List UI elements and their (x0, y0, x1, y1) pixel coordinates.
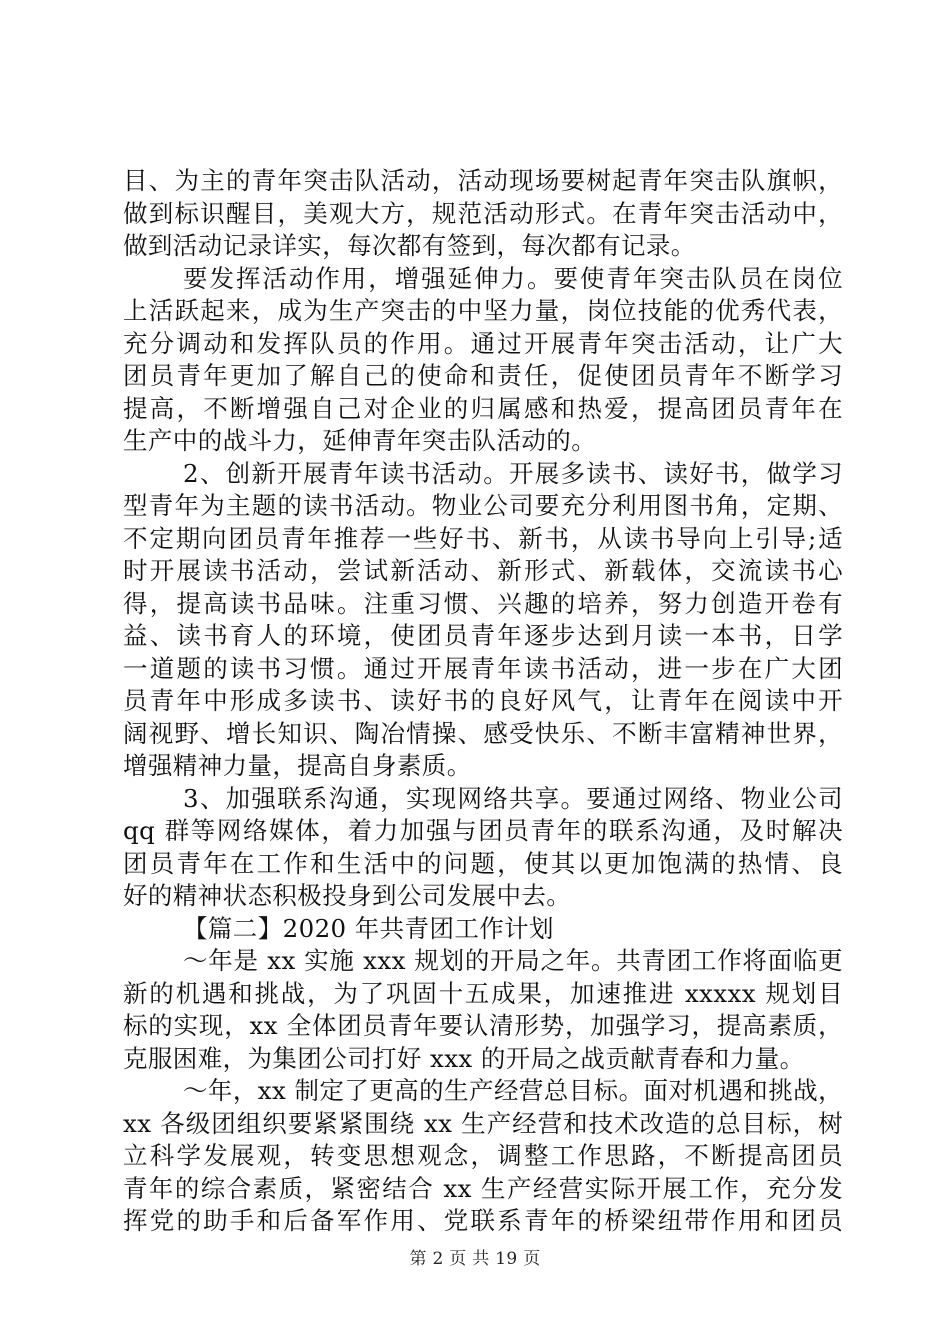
text-line: 员青年中形成多读书、读好书的良好风气，让青年在阅读中开 (123, 686, 843, 715)
text-line: 目、为主的青年突击队活动，活动现场要树起青年突击队旗帜， (123, 166, 843, 195)
text-line: 时开展读书活动，尝试新活动、新形式、新载体，交流读书心 (123, 556, 843, 585)
text-line: 团员青年更加了解自己的使命和责任，促使团员青年不断学习 (123, 361, 843, 390)
text-line: qq 群等网络媒体，着力加强与团员青年的联系沟通，及时解决 (123, 816, 843, 845)
text-line: 益、读书育人的环境，使团员青年逐步达到月读一本书，日学 (123, 621, 843, 650)
text-line: 阔视野、增长知识、陶冶情操、感受快乐、不断丰富精神世界， (123, 718, 843, 748)
text-line: 标的实现，xx 全体团员青年要认清形势，加强学习，提高素质， (123, 1011, 843, 1040)
text-line: 克服困难，为集团公司打好 xxx 的开局之战贡献青春和力量。 (123, 1043, 805, 1073)
text-line: 上活跃起来，成为生产突击的中坚力量，岗位技能的优秀代表， (123, 296, 843, 325)
text-line: 立科学发展观，转变思想观念，调整工作思路，不断提高团员 (123, 1141, 843, 1170)
text-line: 不定期向团员青年推荐一些好书、新书，从读书导向上引导;适 (123, 523, 843, 553)
text-line: 生产中的战斗力，延伸青年突击队活动的。 (123, 426, 597, 455)
text-line: ～年是 xx 实施 xxx 规划的开局之年。共青团工作将面临更 (183, 946, 843, 975)
section-heading: 【篇二】2020 年共青团工作计划 (183, 913, 554, 943)
text-line: 得，提高读书品味。注重习惯、兴趣的培养，努力创造开卷有 (123, 588, 843, 618)
body-text (123, 165, 843, 1238)
text-line: ～年，xx 制定了更高的生产经营总目标。面对机遇和挑战， (183, 1076, 843, 1105)
text-line: 增强精神力量，提高自身素质。 (123, 751, 472, 780)
text-line: 团员青年在工作和生活中的问题，使其以更加饱满的热情、良 (123, 848, 843, 878)
text-line: 提高，不断增强自己对企业的归属感和热爱，提高团员青年在 (123, 393, 843, 423)
text-line: 型青年为主题的读书活动。物业公司要充分利用图书角，定期、 (123, 491, 843, 520)
page-number: 第 2 页 共 19 页 (409, 1249, 541, 1269)
text-line: 挥党的助手和后备军作用、党联系青年的桥梁纽带作用和团员 (123, 1206, 843, 1235)
text-line: 充分调动和发挥队员的作用。通过开展青年突击活动，让广大 (123, 328, 843, 358)
text-line: 一道题的读书习惯。通过开展青年读书活动，进一步在广大团 (123, 653, 843, 683)
text-line: 3、加强联系沟通，实现网络共享。要通过网络、物业公司 (183, 783, 843, 813)
text-line: 新的机遇和挑战，为了巩固十五成果，加速推进 xxxxx 规划目 (123, 978, 843, 1008)
text-line: 要发挥活动作用，增强延伸力。要使青年突击队员在岗位 (183, 263, 843, 293)
text-line: 好的精神状态积极投身到公司发展中去。 (123, 881, 572, 910)
text-line: 做到活动记录详实，每次都有签到，每次都有记录。 (123, 231, 696, 260)
text-line: xx 各级团组织要紧紧围绕 xx 生产经营和技术改造的总目标，树 (123, 1108, 843, 1138)
text-line: 青年的综合素质，紧密结合 xx 生产经营实际开展工作，充分发 (123, 1173, 843, 1203)
text-line: 2、创新开展青年读书活动。开展多读书、读好书，做学习 (183, 458, 843, 488)
text-line: 做到标识醒目，美观大方，规范活动形式。在青年突击活动中， (123, 198, 843, 228)
